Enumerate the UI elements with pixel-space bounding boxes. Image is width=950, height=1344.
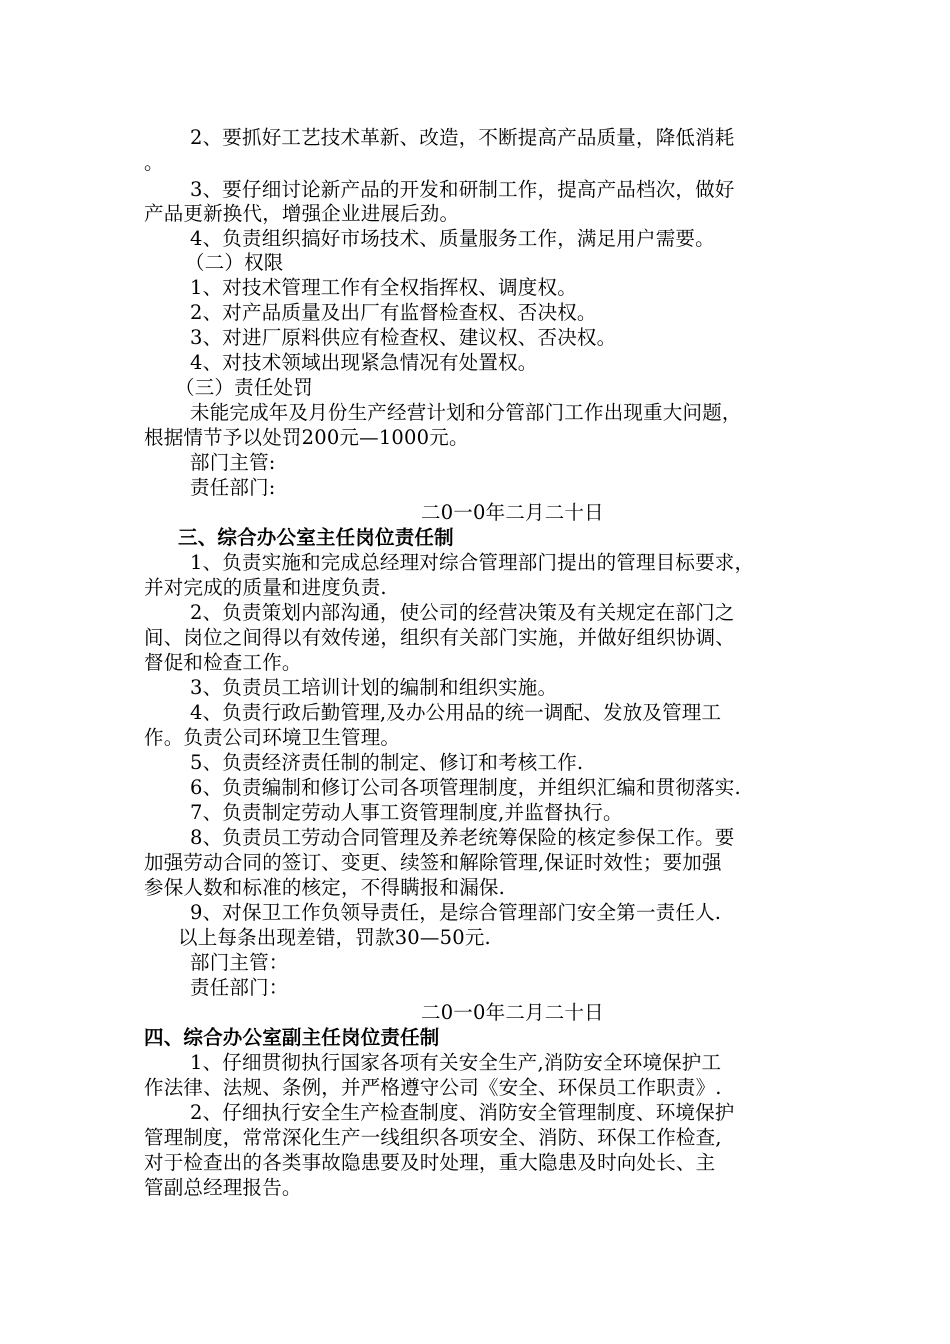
text-line: 1、仔细贯彻执行国家各项有关安全生产,消防安全环境保护工 bbox=[190, 1051, 722, 1074]
text-line: 8、负责员工劳动合同管理及养老统筹保险的核定参保工作。要 bbox=[190, 826, 735, 849]
text-line: 4、负责行政后勤管理,及办公用品的统一调配、发放及管理工 bbox=[190, 701, 722, 724]
text-line: 4、对技术领域出现紧急情况有处置权。 bbox=[190, 351, 538, 374]
text-line: 以上每条出现差错，罚款30—50元. bbox=[178, 926, 491, 949]
text-line: 作法律、法规、条例，并严格遵守公司《安全、环保员工作职责》. bbox=[144, 1076, 722, 1099]
text-line: 3、负责员工培训计划的编制和组织实施。 bbox=[190, 676, 558, 699]
text-line: 3、对进厂原料供应有检查权、建议权、否决权。 bbox=[190, 326, 617, 349]
signature-label: 部门主管： bbox=[190, 951, 289, 974]
signature-label: 责任部门： bbox=[190, 976, 289, 999]
text-line: 间、岗位之间得以有效传递，组织有关部门实施，并做好组织协调、 bbox=[144, 626, 736, 649]
signature-label: 部门主管: bbox=[190, 451, 276, 474]
section-heading: （二）权限 bbox=[185, 251, 284, 274]
text-line: 1、负责实施和完成总经理对综合管理部门提出的管理目标要求， bbox=[190, 551, 755, 574]
text-line: 。 bbox=[144, 151, 164, 174]
text-line: 对于检查出的各类事故隐患要及时处理，重大隐患及时向处长、主 bbox=[144, 1151, 716, 1174]
text-line: 3、要仔细讨论新产品的开发和研制工作，提高产品档次，做好 bbox=[190, 178, 735, 201]
text-line: 6、负责编制和修订公司各项管理制度，并组织汇编和贯彻落实. bbox=[190, 776, 741, 799]
text-line: 作。负责公司环境卫生管理。 bbox=[144, 726, 401, 749]
text-line: 参保人数和标准的核定，不得瞒报和漏保. bbox=[144, 876, 505, 899]
signature-label: 责任部门: bbox=[190, 476, 276, 499]
section-title: 四、综合办公室副主任岗位责任制 bbox=[144, 1026, 440, 1049]
text-line: 9、对保卫工作负领导责任，是综合管理部门安全第一责任人. bbox=[190, 901, 722, 924]
text-line: 督促和检查工作。 bbox=[144, 651, 302, 674]
text-line: 并对完成的质量和进度负责. bbox=[144, 576, 387, 599]
text-line: 未能完成年及月份生产经营计划和分管部门工作出现重大问题， bbox=[190, 401, 742, 424]
section-heading: （三）责任处罚 bbox=[175, 376, 313, 399]
text-line: 2、负责策划内部沟通，使公司的经营决策及有关规定在部门之 bbox=[190, 601, 735, 624]
date-line: 二0一0年二月二十日 bbox=[421, 1001, 604, 1024]
text-line: 管副总经理报告。 bbox=[144, 1176, 302, 1199]
date-line: 二0一0年二月二十日 bbox=[421, 501, 604, 524]
text-line: 7、负责制定劳动人事工资管理制度,并监督执行。 bbox=[190, 801, 623, 824]
section-title: 三、综合办公室主任岗位责任制 bbox=[178, 526, 454, 549]
text-line: 管理制度，常常深化生产一线组织各项安全、消防、环保工作检查, bbox=[144, 1126, 722, 1149]
text-line: 2、对产品质量及出厂有监督检查权、否决权。 bbox=[190, 301, 597, 324]
text-line: 2、要抓好工艺技术革新、改造，不断提高产品质量，降低消耗 bbox=[190, 126, 735, 149]
text-line: 根据情节予以处罚200元—1000元。 bbox=[144, 426, 469, 449]
text-line: 产品更新换代，增强企业进展后劲。 bbox=[144, 202, 460, 225]
text-line: 5、负责经济责任制的制定、修订和考核工作. bbox=[190, 751, 584, 774]
text-line: 1、对技术管理工作有全权指挥权、调度权。 bbox=[190, 276, 577, 299]
text-line: 2、仔细执行安全生产检查制度、消防安全管理制度、环境保护 bbox=[190, 1101, 735, 1124]
text-line: 4、负责组织搞好市场技术、质量服务工作，满足用户需要。 bbox=[190, 227, 715, 250]
text-line: 加强劳动合同的签订、变更、续签和解除管理,保证时效性；要加强 bbox=[144, 851, 722, 874]
